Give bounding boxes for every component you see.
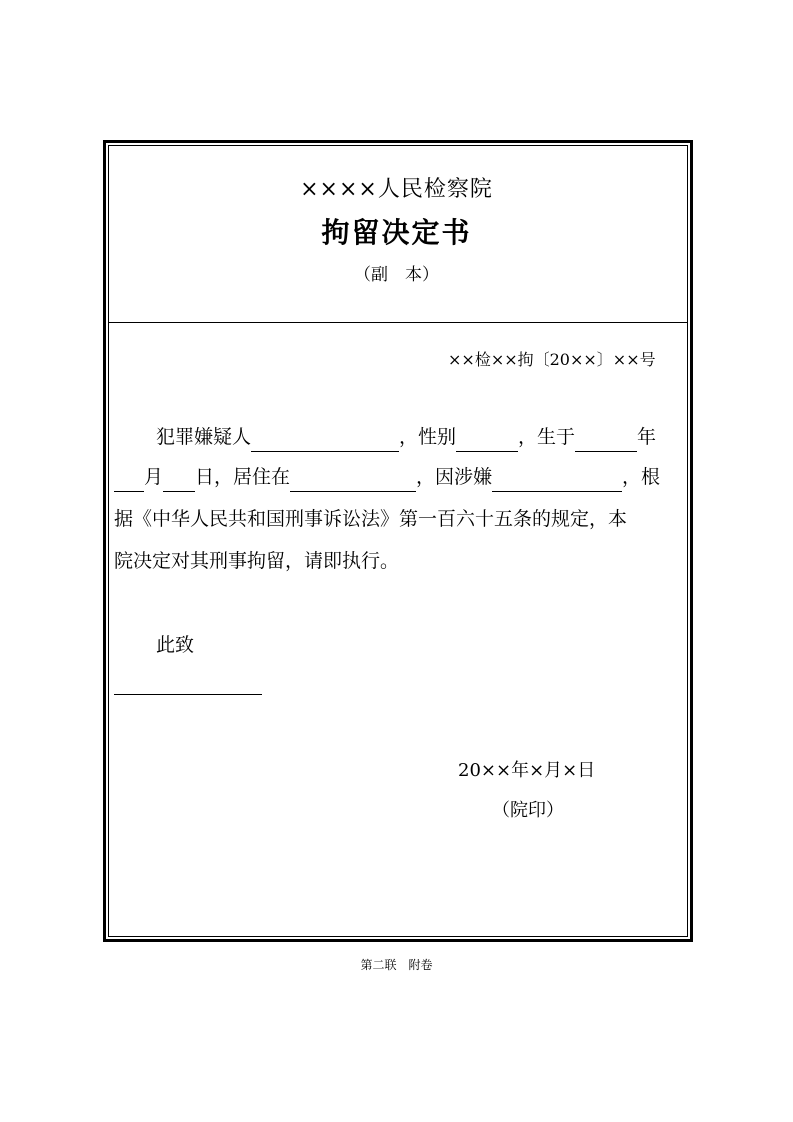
- suspect-name-blank: [251, 429, 399, 452]
- document-title: 拘留决定书: [321, 216, 472, 249]
- body-line-3: 据《中华人民共和国刑事诉讼法》第一百六十五条的规定，本: [114, 508, 628, 530]
- continuation-label: ，根: [622, 466, 661, 488]
- gender-label: ，性别: [399, 426, 457, 448]
- copy-label: （副 本）: [354, 265, 439, 285]
- suspected-label: ，因涉嫌: [416, 466, 493, 488]
- body-line-4: 院决定对其刑事拘留，请即执行。: [114, 550, 400, 572]
- procuratorate-name: ××××人民检察院: [300, 177, 493, 202]
- addressee-blank: [114, 694, 262, 695]
- birth-month-blank: [114, 469, 144, 492]
- month-label: 月: [144, 466, 164, 488]
- offense-blank: [492, 469, 622, 492]
- born-label: ，生于: [518, 426, 576, 448]
- body-line-1: [156, 422, 656, 452]
- issue-date: 20××年×月×日: [458, 760, 596, 781]
- salutation: 此致: [156, 634, 195, 656]
- copy-footer: 第二联 附卷: [360, 958, 433, 972]
- birth-day-blank: [163, 469, 195, 492]
- residence-blank: [290, 469, 416, 492]
- document-number: ××检××拘〔20××〕××号: [448, 350, 656, 369]
- birth-year-blank: [575, 429, 637, 452]
- gender-blank: [456, 429, 518, 452]
- header-divider: [108, 322, 688, 323]
- residence-label: 日，居住在: [195, 466, 291, 488]
- suspect-label: 犯罪嫌疑人: [156, 426, 252, 448]
- year-label: 年: [637, 426, 657, 448]
- body-line-2: [114, 462, 660, 492]
- seal-label: （院印）: [492, 800, 564, 821]
